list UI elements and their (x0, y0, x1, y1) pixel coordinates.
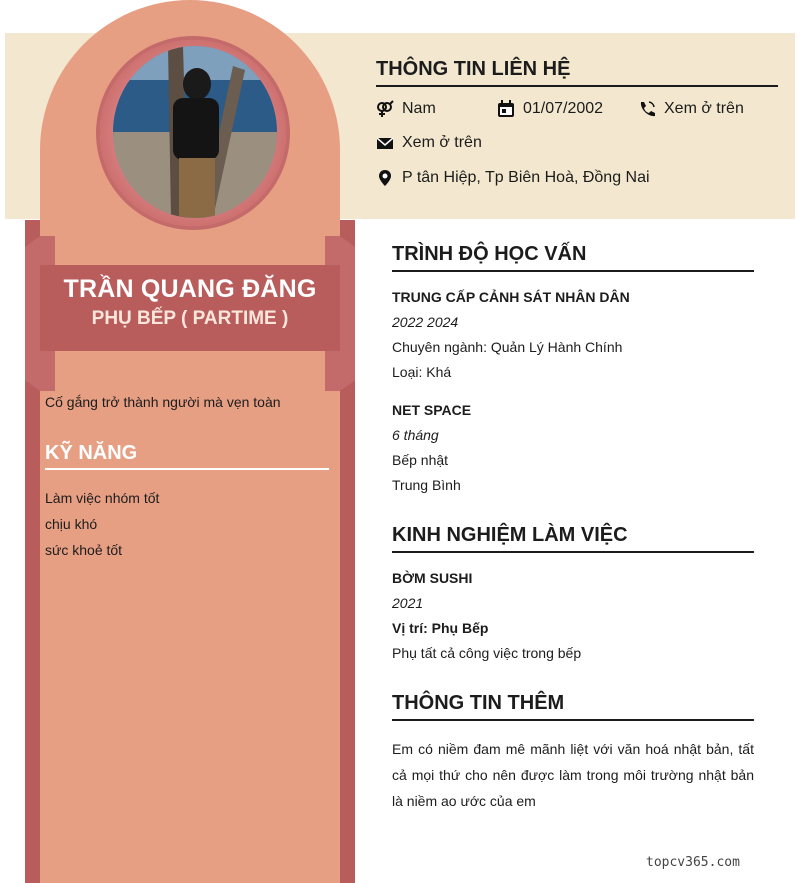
experience-position: Vị trí: Phụ Bếp (392, 620, 489, 636)
gender-icon (376, 100, 394, 118)
experience-description: Phụ tất cả công việc trong bếp (392, 645, 582, 661)
contact-address (376, 167, 650, 189)
calendar-icon (497, 100, 515, 118)
contact-phone (638, 98, 744, 120)
phone-value: Xem ở trên (664, 100, 744, 117)
contact-heading: THÔNG TIN LIÊN HỆ (376, 58, 778, 87)
phone-icon (638, 100, 656, 118)
skills-heading: KỸ NĂNG (45, 442, 329, 470)
additional-heading: THÔNG TIN THÊM (392, 692, 754, 721)
address-value: P tân Hiệp, Tp Biên Hoà, Đồng Nai (402, 169, 650, 186)
education-grade: Trung Bình (392, 477, 461, 493)
experience-heading: KINH NGHIỆM LÀM VIỆC (392, 524, 754, 553)
avatar (113, 46, 277, 218)
education-entry (392, 286, 754, 386)
skill-item: sức khoẻ tốt (45, 542, 123, 558)
education-major: Chuyên ngành: Quản Lý Hành Chính (392, 339, 623, 355)
candidate-name: TRẦN QUANG ĐĂNG (63, 275, 317, 303)
skill-item: chịu khó (45, 516, 98, 532)
school-name: NET SPACE (392, 402, 472, 418)
contact-birthday (497, 98, 603, 120)
experience-period: 2021 (392, 595, 424, 611)
company-name: BỜM SUSHI (392, 570, 473, 586)
education-heading: TRÌNH ĐỘ HỌC VẤN (392, 243, 754, 272)
contact-email (376, 132, 482, 154)
mail-icon (376, 134, 394, 152)
additional-text: Em có niềm đam mê mãnh liệt với văn hoá nhật bản, tất cả mọi thứ cho nên được làm trong môi trường nhật bản là niềm ao ước của em (392, 741, 754, 809)
birthday-value: 01/07/2002 (523, 100, 604, 117)
contact-gender (376, 98, 436, 120)
skill-item: Làm việc nhóm tốt (45, 490, 160, 506)
job-title: PHỤ BẾP ( PARTIME ) (91, 308, 289, 329)
experience-entry (392, 567, 754, 667)
watermark: topcv365.com (646, 855, 740, 870)
gender-value: Nam (402, 100, 436, 117)
career-objective: Cố gắng trở thành người mà vẹn toàn (45, 394, 281, 410)
location-icon (376, 169, 394, 187)
email-value: Xem ở trên (402, 134, 482, 151)
education-entry (392, 399, 754, 499)
school-name: TRUNG CẤP CẢNH SÁT NHÂN DÂN (392, 289, 630, 305)
education-period: 6 tháng (392, 427, 439, 443)
name-ribbon (40, 265, 340, 351)
education-period: 2022 2024 (392, 314, 459, 330)
education-major: Bếp nhật (392, 452, 449, 468)
education-grade: Loại: Khá (392, 364, 452, 380)
skills-list (45, 488, 159, 566)
